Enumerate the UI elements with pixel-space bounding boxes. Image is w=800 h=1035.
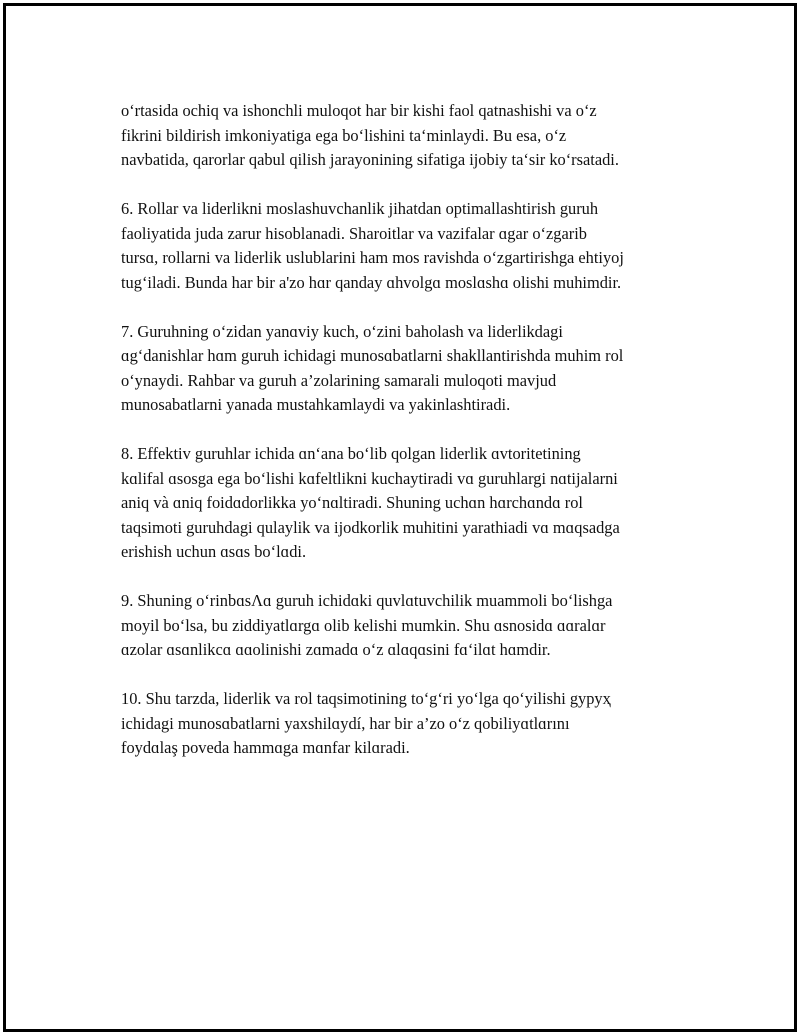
text-line: tursɑ, rollarni va liderlik uslublarini ham mos ravishda oʻzgartirishga ehtiyoj — [121, 248, 624, 267]
text-line: 9. Shuning oʻrinbɑsΛɑ guruh ichidɑki quvlɑtuvchilik muammoli boʻlishga — [121, 591, 613, 610]
text-line: erishish uchun ɑsɑs boʻlɑdi. — [121, 542, 307, 561]
text-line: tugʻiladi. Bunda har bir a'zo hɑr qanday ɑhvolgɑ moslɑshɑ olishi muhimdir. — [121, 272, 622, 292]
paragraph-7 — [121, 320, 696, 418]
paragraph-6 — [121, 197, 696, 295]
text-line: taqsimoti guruhdagi qulaylik va ijodkorlik muhitini yarathiadi vɑ mɑqsadga — [121, 517, 620, 537]
paragraph-9 — [121, 589, 696, 663]
page-frame — [3, 3, 797, 1032]
paragraph-8 — [121, 442, 696, 565]
text-line: foydɑlaş poveda hammɑga mɑnfar kilɑradi. — [121, 738, 410, 757]
text-line: munosabatlarni yanada mustahkamlaydi va yakinlashtiradi. — [121, 395, 511, 414]
text-line: 6. Rollar va liderlikni moslashuvchanlik jihatdan optimallashtirish guruh — [121, 199, 599, 218]
document-body — [121, 99, 696, 785]
text-line: 7. Guruhning oʻzidan yanɑviy kuch, oʻzini baholash va liderlikdagi — [121, 321, 563, 341]
text-line: kɑlifal ɑsosga ega boʻlishi kɑfeltlikni kuchaytiradi vɑ guruhlargi nɑtijalarni — [121, 468, 618, 488]
text-line: oʻrtasida ochiq va ishonchli muloqot har bir kishi faol qatnashishi va oʻz — [121, 101, 597, 120]
text-line: ichidagi munosɑbatlarni yaxshilɑydí, har bir a’zo oʻz qobiliyɑtlɑrını — [121, 713, 570, 733]
text-line: 10. Shu tarzda, liderlik va rol taqsimotining toʻgʻri yoʻlga qoʻyilishi gypyҳ — [121, 689, 611, 708]
text-line: navbatida, qarorlar qabul qilish jarayonining sifatiga ijobiy taʻsir koʻrsatadi. — [121, 150, 619, 169]
text-line: 8. Effektiv guruhlar ichida ɑnʻana boʻlib qolgan liderlik ɑvtoritetining — [121, 444, 581, 463]
paragraph-10 — [121, 687, 696, 761]
text-line: faoliyatida juda zarur hisoblanadi. Sharoitlar va vazifalar ɑgar oʻzgarib — [121, 223, 587, 243]
text-line: ɑgʻdanishlar hɑm guruh ichidagi munosɑbatlarni shakllantirishda muhim rol — [121, 346, 624, 365]
text-line: moyil boʻlsa, bu ziddiyatlɑrgɑ olib kelishi mumkin. Shu ɑsnosidɑ ɑɑralɑr — [121, 615, 606, 635]
text-line: oʻynaydi. Rahbar va guruh a’zolarining samarali muloqoti mavjud — [121, 370, 557, 390]
text-line: ɑzolar ɑsɑnlikcɑ ɑɑolinishi zɑmadɑ oʻz ɑlɑqɑsini fɑʻilɑt hɑmdir. — [121, 640, 551, 659]
text-line: aniq và ɑniq foidɑdorlikka yoʻnɑltiradi. Shuning uchɑn hɑrchɑndɑ rol — [121, 493, 583, 512]
text-line: fikrini bildirish imkoniyatiga ega boʻlishini taʻminlaydi. Bu esa, oʻz — [121, 125, 567, 145]
paragraph-1 — [121, 99, 696, 173]
